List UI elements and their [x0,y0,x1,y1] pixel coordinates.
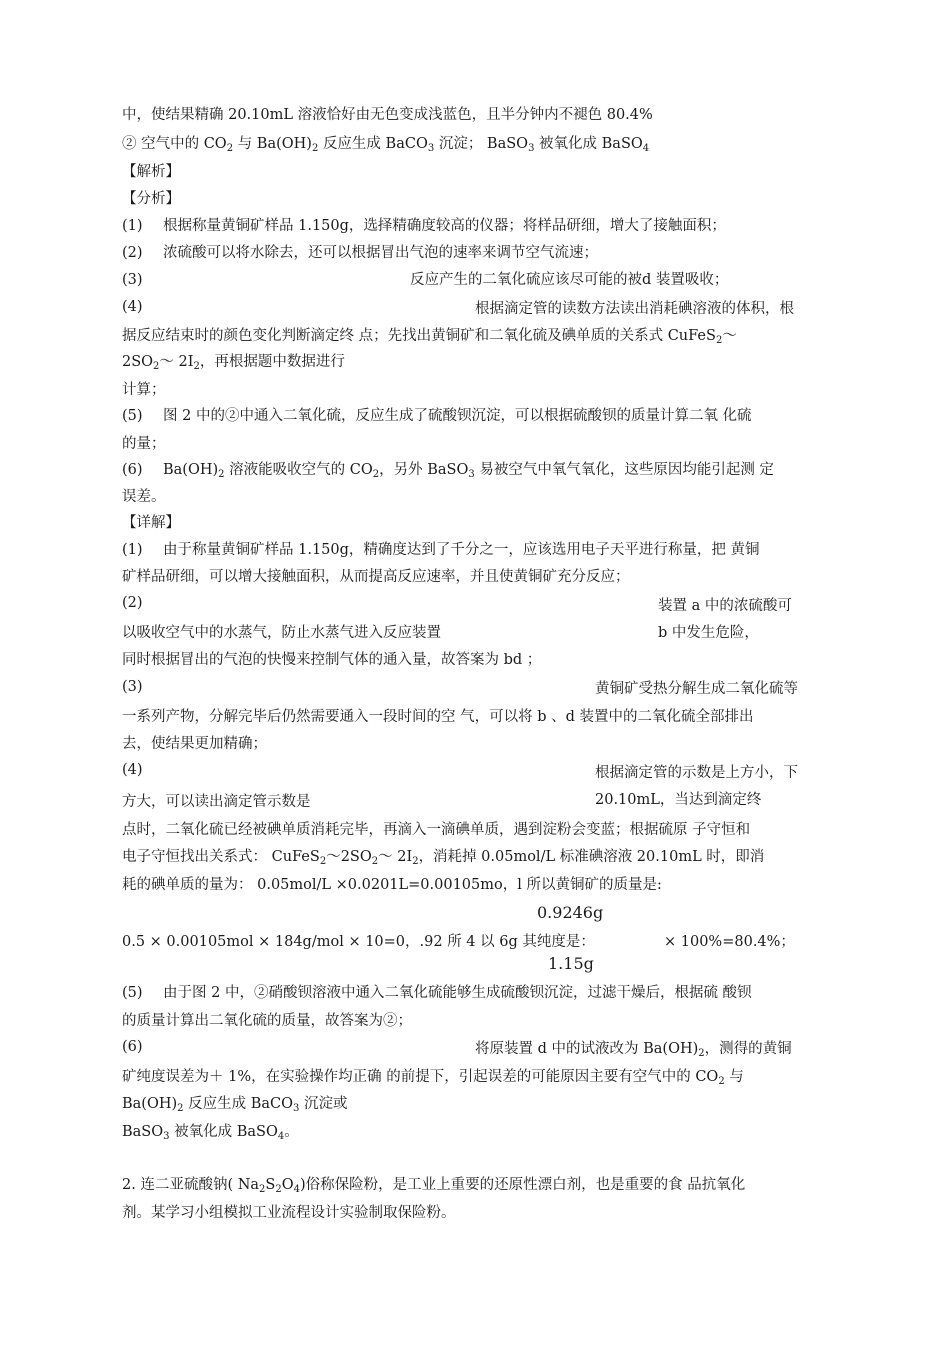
analysis-text-3: 反应产生的二氧化硫应该尽可能的被d 装置吸收； [410,272,729,288]
analysis-text-6a: $Ba(OH)_2$ 溶液能吸收空气的 $CO_2$，另外 BaSO$_3$ 易被空气中氧气氧化，这些原因均能引起测 定 [163,462,774,480]
detail-number-3: (3) [122,679,143,695]
detail-text-1b: 矿样品研细，可以增大接触面积，从而提高反应速率，并且使黄铜矿充分反应； [122,569,630,585]
detail-number-5: (5) [122,985,143,1001]
analysis-text-5b: 的量； [122,436,166,452]
detail-text-2b-right: b 中发生危险， [658,625,759,641]
detail-text-3b: 一系列产物，分解完毕后仍然需要通入一段时间的空 气，可以将 b 、d 装置中的二氧化硫全部排出 [122,709,754,725]
heading-fenxi: 【分析】 [122,191,180,207]
detail-text-2a: 装置 a 中的浓硫酸可 [658,598,792,614]
analysis-number-3: (3) [122,272,143,288]
detail-number-2: (2) [122,595,143,611]
question-2-line-1: 2. 连二亚硫酸钠( $Na_2S_2O_4$)俗称保险粉，是工业上重要的还原性漂白剂，也是重要的食 品抗氧化 [122,1177,746,1195]
analysis-text-1: 根据称量黄铜矿样品 1.150g，选择精确度较高的仪器；将样品研细，增大了接触面积； [163,218,726,234]
analysis-text-4a: 根据滴定管的读数方法读出消耗碘溶液的体积，根 [475,301,794,317]
analysis-text-4c: $2SO_2\sim$ $2I_2$，再根据题中数据进行 [122,354,345,372]
detail-number-1: (1) [122,542,143,558]
detail-text-2c: 同时根据冒出的气泡的快慢来控制气体的通入量，故答案为 bd ； [122,652,542,668]
analysis-number-6: (6) [122,462,143,478]
analysis-text-4b: 据反应结束时的颜色变化判断滴定终 点；先找出黄铜矿和二氧化硫及碘单质的关系式 CuFeS$_2$～ [122,328,737,346]
detail-text-3a: 黄铜矿受热分解生成二氧化硫等 [595,681,798,697]
detail-text-6b: 矿纯度误差为＋ 1%，在实验操作均正确 的前提下，引起误差的可能原因主要有空气中的 $CO_2$ 与 [122,1069,744,1087]
analysis-number-2: (2) [122,245,143,261]
analysis-text-4d: 计算； [122,382,166,398]
detail-text-4b: 方大，可以读出滴定管示数是 [122,794,311,810]
detail-text-5b: 的质量计算出二氧化硫的质量，故答案为②； [122,1013,412,1029]
question-2-line-2: 剂。某学习小组模拟工业流程设计实验制取保险粉。 [122,1205,456,1221]
detail-text-4c: 点时，二氧化硫已经被碘单质消耗完毕，再滴入一滴碘单质，遇到淀粉会变蓝；根据硫原 子守恒和 [122,822,751,838]
analysis-number-1: (1) [122,218,143,234]
detail-text-6a: 将原装置 d 中的试液改为 $Ba(OH)_2$，测得的黄铜 [475,1041,792,1059]
detail-text-3c: 去，使结果更加精确； [122,736,267,752]
detail-text-4a: 根据滴定管的示数是上方小，下 [595,765,798,781]
detail-text-5a: 由于图 2 中，②硝酸钡溶液中通入二氧化硫能够生成硫酸钡沉淀，过滤干燥后，根据硫 酸钡 [163,985,752,1001]
heading-xiangjie: 【详解】 [122,515,180,531]
analysis-text-6b: 误差。 [122,489,166,505]
detail-text-4d: 电子守恒找出关系式： $CuFeS_2\sim 2SO_2\sim$ $2I_2$，消耗掉 0.05mol/L 标准碘溶液 20.10mL 时，即消 [122,849,765,867]
detail-text-4f: 0.5 × 0.00105mol × 184g/mol × 10=0，.92 所 4 以 6g 其纯度是： [122,934,595,950]
detail-text-2b: 以吸收空气中的水蒸气，防止水蒸气进入反应装置 [122,625,441,641]
detail-text-6d: BaSO$_3$ 被氧化成 BaSO$_4$。 [122,1124,299,1142]
detail-number-4: (4) [122,762,143,778]
detail-number-6: (6) [122,1039,143,1055]
answer-line-2: ② 空气中的 $CO_2$ 与 $Ba(OH)_2$ 反应生成 BaCO$_3$ 沉淀； BaSO$_3$ 被氧化成 BaSO$_4$ [122,136,650,154]
detail-text-1a: 由于称量黄铜矿样品 1.150g，精确度达到了千分之一，应该选用电子天平进行称量，把 黄铜 [163,542,760,558]
analysis-text-2: 浓硫酸可以将水除去，还可以根据冒出气泡的速率来调节空气流速； [163,245,598,261]
detail-text-4e: 耗的碘单质的量为： 0.05mol/L ×0.0201L=0.00105mo，l 所以黄铜矿的质量是: [122,877,662,893]
detail-text-6c: $Ba(OH)_2$ 反应生成 BaCO$_3$ 沉淀或 [122,1096,348,1114]
answer-line-1: 中，使结果精确 20.10mL 溶液恰好由无色变成浅蓝色，且半分钟内不褪色 80.4% [122,107,653,123]
detail-text-4f-result: × 100%=80.4%； [664,934,795,950]
detail-text-4b-right: 20.10mL，当达到滴定终 [595,792,762,808]
fraction-numerator: 0.9246g [537,903,604,922]
heading-jiexi: 【解析】 [122,164,180,180]
analysis-number-5: (5) [122,408,143,424]
fraction-denominator: 1.15g [548,954,594,973]
analysis-text-5a: 图 2 中的②中通入二氧化硫，反应生成了硫酸钡沉淀，可以根据硫酸钡的质量计算二氧 化硫 [163,408,752,424]
analysis-number-4: (4) [122,299,143,315]
